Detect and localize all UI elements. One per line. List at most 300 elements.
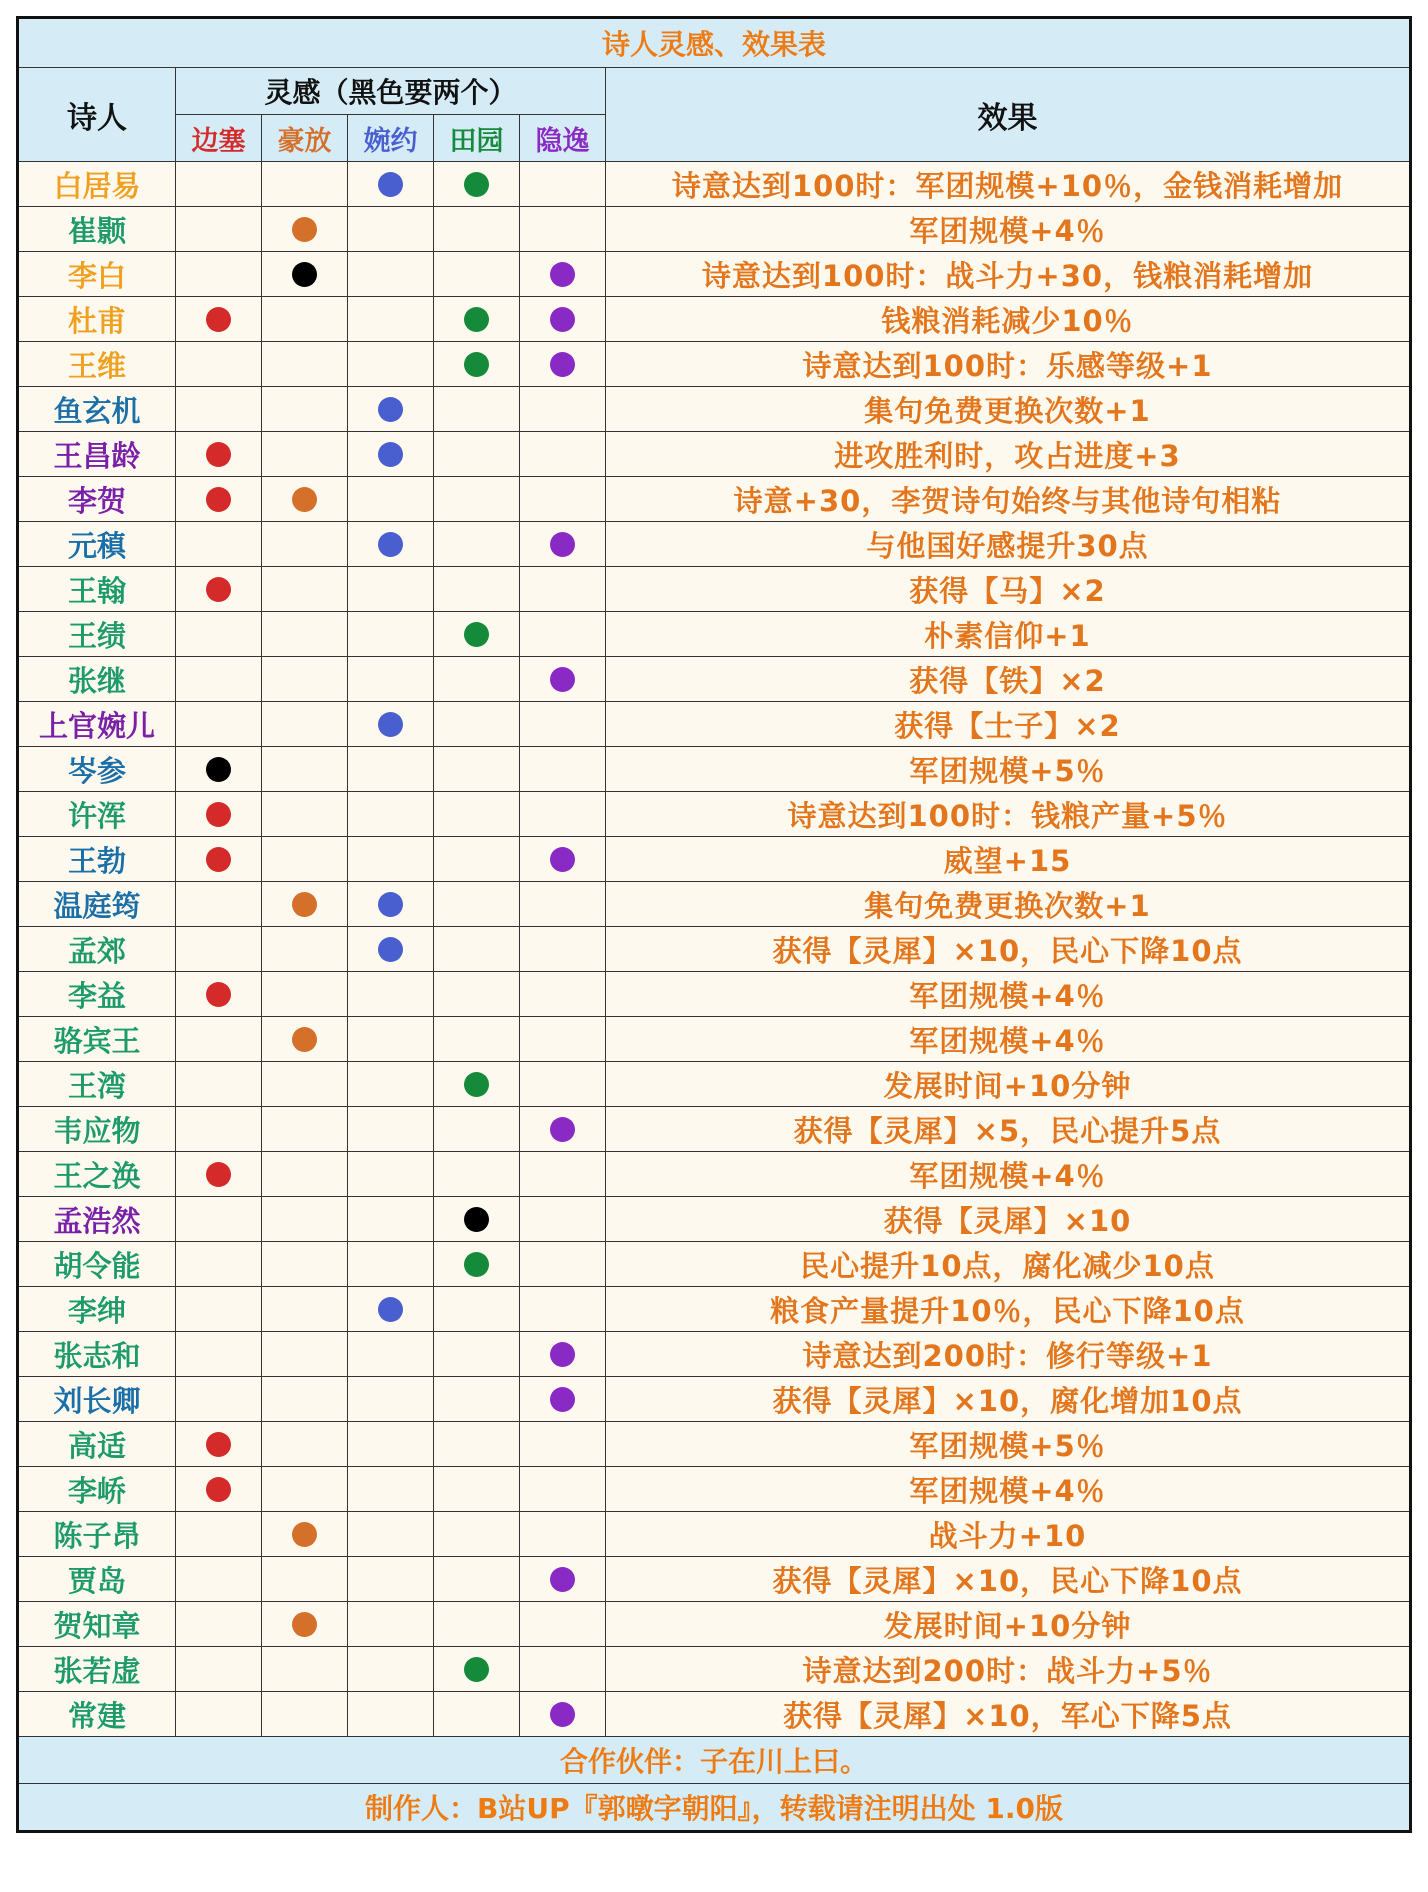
inspiration-dot-purple: [550, 307, 575, 332]
table-row: [18, 1152, 1411, 1197]
poet-name: 元稹: [18, 522, 176, 567]
inspiration-dot-orange: [292, 217, 317, 242]
effect-text: 发展时间+10分钟: [606, 1062, 1411, 1107]
inspiration-cell-hf: [262, 792, 348, 837]
inspiration-cell-yy: [520, 162, 606, 207]
poet-name: 刘长卿: [18, 1377, 176, 1422]
inspiration-cell-wy: [348, 207, 434, 252]
inspiration-cell-hf: [262, 1242, 348, 1287]
inspiration-cell-yy: [520, 657, 606, 702]
inspiration-cell-wy: [348, 1107, 434, 1152]
table-row: [18, 1602, 1411, 1647]
inspiration-dot-orange: [292, 892, 317, 917]
inspiration-cell-yy: [520, 972, 606, 1017]
inspiration-cell-wy: [348, 162, 434, 207]
inspiration-cell-hf: [262, 1467, 348, 1512]
inspiration-cell-wy: [348, 1062, 434, 1107]
inspiration-cell-hf: [262, 1152, 348, 1197]
poet-name: 王之涣: [18, 1152, 176, 1197]
inspiration-cell-bs: [176, 837, 262, 882]
inspiration-cell-yy: [520, 1512, 606, 1557]
inspiration-cell-ty: [434, 387, 520, 432]
inspiration-cell-ty: [434, 297, 520, 342]
inspiration-cell-ty: [434, 882, 520, 927]
poet-inspiration-table: [16, 16, 1412, 1833]
table-row: [18, 1467, 1411, 1512]
inspiration-cell-yy: [520, 1017, 606, 1062]
inspiration-cell-wy: [348, 432, 434, 477]
inspiration-dot-orange: [292, 1522, 317, 1547]
inspiration-dot-blue: [378, 1297, 403, 1322]
effect-text: 军团规模+4％: [606, 1017, 1411, 1062]
inspiration-cell-yy: [520, 1692, 606, 1737]
inspiration-cell-bs: [176, 792, 262, 837]
inspiration-cell-yy: [520, 1152, 606, 1197]
inspiration-cell-wy: [348, 702, 434, 747]
inspiration-cell-ty: [434, 837, 520, 882]
inspiration-cell-hf: [262, 1692, 348, 1737]
inspiration-cell-bs: [176, 702, 262, 747]
inspiration-cell-bs: [176, 387, 262, 432]
effect-text: 进攻胜利时，攻占进度+3: [606, 432, 1411, 477]
inspiration-cell-yy: [520, 1332, 606, 1377]
table-row: [18, 612, 1411, 657]
inspiration-cell-ty: [434, 252, 520, 297]
inspiration-cell-bs: [176, 1602, 262, 1647]
inspiration-cell-bs: [176, 162, 262, 207]
inspiration-dot-green: [464, 307, 489, 332]
effect-text: 诗意+30，李贺诗句始终与其他诗句相粘: [606, 477, 1411, 522]
inspiration-cell-wy: [348, 882, 434, 927]
inspiration-cell-ty: [434, 1467, 520, 1512]
inspiration-cell-bs: [176, 522, 262, 567]
table-row: [18, 792, 1411, 837]
inspiration-cell-bs: [176, 657, 262, 702]
inspiration-dot-red: [206, 982, 231, 1007]
inspiration-dot-blue: [378, 172, 403, 197]
inspiration-cell-hf: [262, 387, 348, 432]
inspiration-dot-blue: [378, 442, 403, 467]
effect-text: 战斗力+10: [606, 1512, 1411, 1557]
inspiration-cell-wy: [348, 342, 434, 387]
inspiration-cell-bs: [176, 1467, 262, 1512]
effect-text: 军团规模+5％: [606, 1422, 1411, 1467]
inspiration-cell-hf: [262, 1332, 348, 1377]
inspiration-cell-yy: [520, 1242, 606, 1287]
poet-name: 孟浩然: [18, 1197, 176, 1242]
poet-name: 王翰: [18, 567, 176, 612]
category-header-hf: 豪放: [262, 115, 348, 162]
inspiration-dot-green: [464, 172, 489, 197]
effect-text: 获得【灵犀】×10，腐化增加10点: [606, 1377, 1411, 1422]
table-row: [18, 1377, 1411, 1422]
inspiration-cell-bs: [176, 1557, 262, 1602]
inspiration-cell-yy: [520, 1377, 606, 1422]
inspiration-cell-ty: [434, 702, 520, 747]
inspiration-dot-black: [206, 757, 231, 782]
poet-name: 杜甫: [18, 297, 176, 342]
table-row: [18, 1692, 1411, 1737]
inspiration-dot-purple: [550, 667, 575, 692]
inspiration-cell-ty: [434, 1422, 520, 1467]
table-row: [18, 927, 1411, 972]
inspiration-cell-yy: [520, 297, 606, 342]
inspiration-dot-green: [464, 1657, 489, 1682]
inspiration-cell-hf: [262, 702, 348, 747]
inspiration-cell-hf: [262, 1557, 348, 1602]
inspiration-dot-purple: [550, 1567, 575, 1592]
inspiration-dot-blue: [378, 397, 403, 422]
inspiration-cell-yy: [520, 567, 606, 612]
inspiration-cell-wy: [348, 612, 434, 657]
poet-name: 陈子昂: [18, 1512, 176, 1557]
inspiration-cell-yy: [520, 837, 606, 882]
poet-name: 李益: [18, 972, 176, 1017]
inspiration-cell-yy: [520, 1602, 606, 1647]
inspiration-cell-wy: [348, 1332, 434, 1377]
inspiration-cell-hf: [262, 972, 348, 1017]
inspiration-dot-red: [206, 1162, 231, 1187]
inspiration-cell-bs: [176, 1107, 262, 1152]
table-row: [18, 522, 1411, 567]
inspiration-dot-red: [206, 1432, 231, 1457]
inspiration-cell-hf: [262, 927, 348, 972]
inspiration-cell-hf: [262, 747, 348, 792]
inspiration-cell-bs: [176, 1332, 262, 1377]
poet-name: 韦应物: [18, 1107, 176, 1152]
poet-name: 张若虚: [18, 1647, 176, 1692]
header-poet: 诗人: [18, 68, 176, 162]
inspiration-cell-wy: [348, 837, 434, 882]
table-row: [18, 1512, 1411, 1557]
effect-text: 获得【马】×2: [606, 567, 1411, 612]
inspiration-dot-red: [206, 487, 231, 512]
table-row: [18, 1062, 1411, 1107]
inspiration-cell-ty: [434, 1647, 520, 1692]
inspiration-cell-bs: [176, 477, 262, 522]
inspiration-dot-purple: [550, 1117, 575, 1142]
inspiration-cell-ty: [434, 477, 520, 522]
inspiration-cell-bs: [176, 1692, 262, 1737]
inspiration-cell-hf: [262, 207, 348, 252]
inspiration-cell-hf: [262, 297, 348, 342]
inspiration-cell-yy: [520, 1107, 606, 1152]
category-header-wy: 婉约: [348, 115, 434, 162]
inspiration-cell-yy: [520, 522, 606, 567]
inspiration-cell-wy: [348, 1197, 434, 1242]
inspiration-cell-yy: [520, 432, 606, 477]
inspiration-cell-wy: [348, 1422, 434, 1467]
table-row: [18, 1017, 1411, 1062]
inspiration-cell-bs: [176, 432, 262, 477]
table-row: [18, 432, 1411, 477]
inspiration-cell-bs: [176, 1422, 262, 1467]
inspiration-cell-wy: [348, 972, 434, 1017]
effect-text: 与他国好感提升30点: [606, 522, 1411, 567]
inspiration-cell-bs: [176, 1377, 262, 1422]
inspiration-cell-hf: [262, 432, 348, 477]
inspiration-cell-bs: [176, 297, 262, 342]
inspiration-cell-wy: [348, 522, 434, 567]
effect-text: 朴素信仰+1: [606, 612, 1411, 657]
inspiration-cell-bs: [176, 252, 262, 297]
effect-text: 威望+15: [606, 837, 1411, 882]
inspiration-dot-purple: [550, 532, 575, 557]
inspiration-cell-yy: [520, 927, 606, 972]
inspiration-cell-yy: [520, 1197, 606, 1242]
inspiration-cell-hf: [262, 1422, 348, 1467]
inspiration-cell-wy: [348, 792, 434, 837]
inspiration-cell-yy: [520, 387, 606, 432]
effect-text: 获得【铁】×2: [606, 657, 1411, 702]
inspiration-cell-ty: [434, 207, 520, 252]
table-row: [18, 702, 1411, 747]
table-row: [18, 567, 1411, 612]
effect-text: 诗意达到200时：修行等级+1: [606, 1332, 1411, 1377]
table-row: [18, 1422, 1411, 1467]
effect-text: 获得【士子】×2: [606, 702, 1411, 747]
inspiration-cell-ty: [434, 162, 520, 207]
table-row: [18, 1332, 1411, 1377]
inspiration-cell-yy: [520, 1287, 606, 1332]
inspiration-cell-hf: [262, 162, 348, 207]
category-header-bs: 边塞: [176, 115, 262, 162]
inspiration-dot-red: [206, 577, 231, 602]
effect-text: 发展时间+10分钟: [606, 1602, 1411, 1647]
inspiration-cell-wy: [348, 252, 434, 297]
poet-name: 王昌龄: [18, 432, 176, 477]
inspiration-cell-wy: [348, 1602, 434, 1647]
effect-text: 获得【灵犀】×5，民心提升5点: [606, 1107, 1411, 1152]
inspiration-cell-hf: [262, 1647, 348, 1692]
table-row: [18, 1197, 1411, 1242]
inspiration-dot-blue: [378, 532, 403, 557]
inspiration-cell-wy: [348, 1557, 434, 1602]
inspiration-cell-yy: [520, 882, 606, 927]
poet-name: 骆宾王: [18, 1017, 176, 1062]
inspiration-cell-wy: [348, 1377, 434, 1422]
table-row: [18, 882, 1411, 927]
inspiration-cell-ty: [434, 342, 520, 387]
inspiration-cell-bs: [176, 612, 262, 657]
table-row: [18, 1287, 1411, 1332]
inspiration-cell-wy: [348, 747, 434, 792]
poet-name: 张继: [18, 657, 176, 702]
table-title: 诗人灵感、效果表: [18, 18, 1411, 68]
inspiration-cell-ty: [434, 1017, 520, 1062]
effect-text: 民心提升10点，腐化减少10点: [606, 1242, 1411, 1287]
inspiration-cell-yy: [520, 702, 606, 747]
inspiration-cell-hf: [262, 1377, 348, 1422]
inspiration-cell-yy: [520, 477, 606, 522]
table-row: [18, 1647, 1411, 1692]
category-header-ty: 田园: [434, 115, 520, 162]
inspiration-cell-ty: [434, 972, 520, 1017]
effect-text: 获得【灵犀】×10，民心下降10点: [606, 927, 1411, 972]
inspiration-cell-hf: [262, 1602, 348, 1647]
inspiration-cell-ty: [434, 1152, 520, 1197]
inspiration-cell-bs: [176, 747, 262, 792]
inspiration-cell-wy: [348, 297, 434, 342]
table-row: [18, 162, 1411, 207]
inspiration-dot-red: [206, 442, 231, 467]
table-row: [18, 1242, 1411, 1287]
inspiration-cell-ty: [434, 1377, 520, 1422]
poet-name: 王绩: [18, 612, 176, 657]
inspiration-cell-hf: [262, 252, 348, 297]
inspiration-dot-green: [464, 622, 489, 647]
inspiration-dot-green: [464, 352, 489, 377]
inspiration-cell-ty: [434, 747, 520, 792]
effect-text: 集句免费更换次数+1: [606, 387, 1411, 432]
header-inspiration: 灵感（黑色要两个）: [176, 68, 606, 115]
inspiration-cell-bs: [176, 1017, 262, 1062]
poet-name: 贺知章: [18, 1602, 176, 1647]
inspiration-cell-wy: [348, 1467, 434, 1512]
inspiration-cell-wy: [348, 1152, 434, 1197]
inspiration-dot-black: [464, 1207, 489, 1232]
inspiration-cell-yy: [520, 1422, 606, 1467]
inspiration-dot-black: [292, 262, 317, 287]
inspiration-dot-blue: [378, 937, 403, 962]
inspiration-cell-yy: [520, 612, 606, 657]
table-row: [18, 387, 1411, 432]
inspiration-cell-yy: [520, 747, 606, 792]
effect-text: 军团规模+4％: [606, 1467, 1411, 1512]
effect-text: 军团规模+4％: [606, 972, 1411, 1017]
effect-text: 诗意达到100时：战斗力+30，钱粮消耗增加: [606, 252, 1411, 297]
inspiration-cell-wy: [348, 657, 434, 702]
inspiration-cell-yy: [520, 342, 606, 387]
inspiration-cell-ty: [434, 567, 520, 612]
inspiration-cell-bs: [176, 1512, 262, 1557]
inspiration-cell-wy: [348, 1017, 434, 1062]
inspiration-dot-orange: [292, 487, 317, 512]
poet-name: 白居易: [18, 162, 176, 207]
effect-text: 获得【灵犀】×10: [606, 1197, 1411, 1242]
inspiration-cell-wy: [348, 1287, 434, 1332]
inspiration-cell-bs: [176, 1287, 262, 1332]
inspiration-cell-ty: [434, 1602, 520, 1647]
inspiration-cell-hf: [262, 522, 348, 567]
inspiration-cell-yy: [520, 207, 606, 252]
inspiration-cell-yy: [520, 1647, 606, 1692]
poet-name: 崔颢: [18, 207, 176, 252]
inspiration-cell-hf: [262, 1512, 348, 1557]
inspiration-cell-hf: [262, 1197, 348, 1242]
inspiration-cell-wy: [348, 1512, 434, 1557]
effect-text: 诗意达到100时：军团规模+10％，金钱消耗增加: [606, 162, 1411, 207]
inspiration-cell-hf: [262, 567, 348, 612]
inspiration-cell-hf: [262, 882, 348, 927]
inspiration-cell-bs: [176, 567, 262, 612]
inspiration-cell-yy: [520, 1062, 606, 1107]
poet-name: 张志和: [18, 1332, 176, 1377]
poet-name: 王湾: [18, 1062, 176, 1107]
poet-rows: [18, 162, 1411, 1737]
inspiration-dot-red: [206, 847, 231, 872]
inspiration-dot-orange: [292, 1027, 317, 1052]
inspiration-cell-bs: [176, 972, 262, 1017]
inspiration-cell-hf: [262, 342, 348, 387]
poet-name: 温庭筠: [18, 882, 176, 927]
inspiration-cell-wy: [348, 387, 434, 432]
effect-text: 军团规模+4％: [606, 207, 1411, 252]
inspiration-cell-ty: [434, 657, 520, 702]
inspiration-cell-bs: [176, 342, 262, 387]
poet-name: 鱼玄机: [18, 387, 176, 432]
inspiration-cell-ty: [434, 1107, 520, 1152]
inspiration-dot-red: [206, 307, 231, 332]
table-row: [18, 1107, 1411, 1152]
table-row: [18, 972, 1411, 1017]
inspiration-cell-ty: [434, 1242, 520, 1287]
inspiration-dot-purple: [550, 1387, 575, 1412]
inspiration-cell-bs: [176, 927, 262, 972]
effect-text: 军团规模+4％: [606, 1152, 1411, 1197]
inspiration-dot-red: [206, 1477, 231, 1502]
inspiration-cell-ty: [434, 927, 520, 972]
inspiration-cell-ty: [434, 1062, 520, 1107]
table-row: [18, 657, 1411, 702]
poet-name: 许浑: [18, 792, 176, 837]
inspiration-cell-yy: [520, 792, 606, 837]
table-row: [18, 252, 1411, 297]
effect-text: 诗意达到100时：乐感等级+1: [606, 342, 1411, 387]
inspiration-cell-bs: [176, 1152, 262, 1197]
poet-name: 王维: [18, 342, 176, 387]
inspiration-cell-hf: [262, 612, 348, 657]
inspiration-cell-hf: [262, 1287, 348, 1332]
inspiration-cell-wy: [348, 477, 434, 522]
inspiration-cell-yy: [520, 252, 606, 297]
inspiration-cell-bs: [176, 207, 262, 252]
inspiration-cell-bs: [176, 1242, 262, 1287]
table-row: [18, 747, 1411, 792]
inspiration-cell-bs: [176, 882, 262, 927]
inspiration-cell-ty: [434, 612, 520, 657]
inspiration-cell-bs: [176, 1062, 262, 1107]
inspiration-cell-ty: [434, 1557, 520, 1602]
inspiration-cell-hf: [262, 1017, 348, 1062]
table-row: [18, 342, 1411, 387]
poet-name: 李贺: [18, 477, 176, 522]
effect-text: 粮食产量提升10％，民心下降10点: [606, 1287, 1411, 1332]
poet-name: 岑参: [18, 747, 176, 792]
effect-text: 军团规模+5％: [606, 747, 1411, 792]
inspiration-cell-ty: [434, 1332, 520, 1377]
inspiration-cell-bs: [176, 1647, 262, 1692]
header-effect: 效果: [606, 68, 1411, 162]
inspiration-dot-blue: [378, 712, 403, 737]
effect-text: 诗意达到200时：战斗力+5％: [606, 1647, 1411, 1692]
table-row: [18, 207, 1411, 252]
poet-name: 李绅: [18, 1287, 176, 1332]
inspiration-cell-bs: [176, 1197, 262, 1242]
effect-text: 钱粮消耗减少10％: [606, 297, 1411, 342]
inspiration-cell-ty: [434, 1692, 520, 1737]
poet-name: 常建: [18, 1692, 176, 1737]
inspiration-cell-wy: [348, 1647, 434, 1692]
poet-name: 王勃: [18, 837, 176, 882]
inspiration-cell-wy: [348, 1242, 434, 1287]
poet-name: 孟郊: [18, 927, 176, 972]
table-row: [18, 1557, 1411, 1602]
table-row: [18, 837, 1411, 882]
inspiration-cell-yy: [520, 1557, 606, 1602]
inspiration-dot-purple: [550, 352, 575, 377]
inspiration-cell-yy: [520, 1467, 606, 1512]
